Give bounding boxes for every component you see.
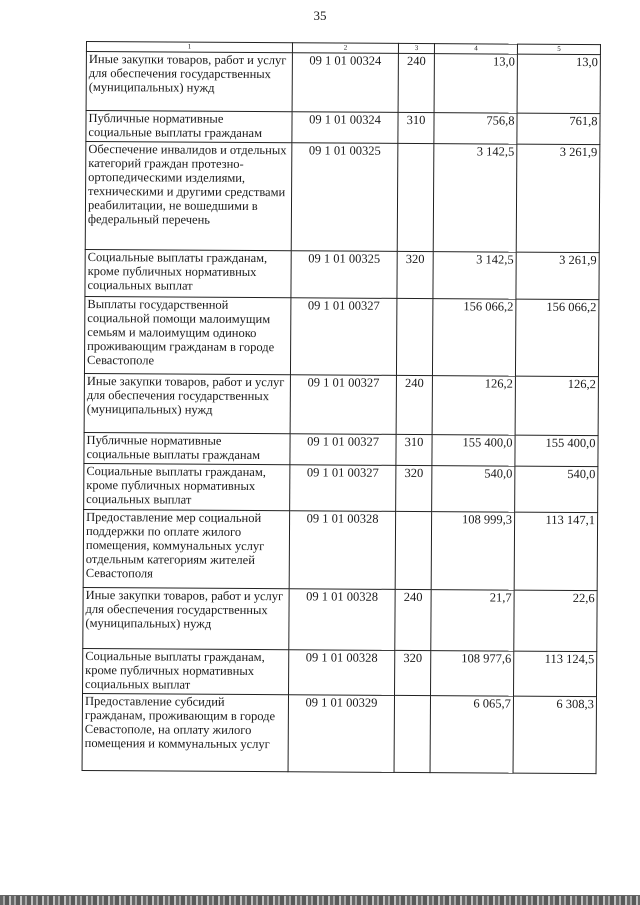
- row-sum-col4: 156 066,2: [432, 299, 515, 377]
- row-sum-col5: 6 308,3: [513, 696, 596, 774]
- budget-table: [82, 41, 601, 774]
- row-sum-col5: 113 124,5: [514, 651, 597, 697]
- row-name: Социальные выплаты гражданам, кроме публичных нормативных социальных выплат: [84, 463, 290, 510]
- row-sum-col4: 6 065,7: [430, 696, 513, 774]
- row-name: Предоставление мер социальной поддержки по оплате жилого помещения, коммунальных услуг отдельным категориям жителей Севастополя: [83, 509, 289, 588]
- row-name: Социальные выплаты гражданам, кроме публичных нормативных социальных выплат: [83, 648, 289, 694]
- row-sum-col5: 156 066,2: [515, 299, 598, 377]
- row-name: Иные закупки товаров, работ и услуг для обеспечения государственных (муниципальных) нужд: [86, 52, 292, 112]
- row-code: 09 1 01 00325: [291, 143, 398, 252]
- row-expense-type: 240: [398, 53, 434, 112]
- row-sum-col4: 3 142,5: [433, 252, 516, 300]
- table-row: [86, 52, 600, 114]
- row-sum-col4: 21,7: [431, 590, 514, 652]
- row-sum-col5: 540,0: [515, 466, 598, 513]
- table-row: [85, 142, 600, 253]
- row-sum-col5: 13,0: [517, 54, 600, 114]
- table-row: [83, 509, 597, 590]
- table-row: [84, 373, 598, 435]
- header-col-5: 5: [517, 44, 600, 55]
- row-name: Публичные нормативные социальные выплаты гражданам: [86, 111, 292, 143]
- row-expense-type: [394, 695, 430, 772]
- row-sum-col5: 3 261,9: [516, 144, 600, 253]
- table-row: [84, 463, 598, 512]
- row-name: Иные закупки товаров, работ и услуг для обеспечения государственных (муниципальных) нужд: [84, 373, 290, 433]
- row-sum-col5: 22,6: [514, 590, 597, 652]
- row-sum-col4: 540,0: [432, 466, 515, 513]
- row-expense-type: 320: [397, 251, 433, 298]
- row-sum-col4: 3 142,5: [433, 144, 517, 253]
- header-col-4: 4: [434, 44, 517, 55]
- row-expense-type: 240: [396, 375, 432, 434]
- row-expense-type: 310: [398, 112, 434, 143]
- row-code: 09 1 01 00325: [291, 251, 397, 299]
- row-sum-col4: 108 999,3: [431, 512, 514, 591]
- row-expense-type: 240: [395, 589, 431, 650]
- row-code: 09 1 01 00327: [290, 465, 396, 512]
- row-sum-col5: 126,2: [515, 376, 598, 436]
- row-expense-type: [397, 143, 434, 251]
- row-sum-col4: 108 977,6: [431, 651, 514, 697]
- table-row: [86, 111, 600, 145]
- row-code: 09 1 01 00327: [290, 375, 396, 435]
- row-sum-col5: 3 261,9: [516, 252, 599, 300]
- row-sum-col4: 126,2: [432, 376, 515, 436]
- row-code: 09 1 01 00327: [290, 434, 396, 466]
- row-name: Иные закупки товаров, работ и услуг для обеспечения государственных (муниципальных) нужд: [83, 587, 289, 649]
- row-code: 09 1 01 00328: [289, 650, 395, 696]
- row-code: 09 1 01 00328: [289, 589, 395, 651]
- table-row: [84, 432, 598, 466]
- row-expense-type: 320: [395, 650, 431, 695]
- row-name: Предоставление субсидий гражданам, проживающим в городе Севастополе, на оплату жилого помещения и коммунальных услуг: [82, 693, 288, 771]
- row-expense-type: 320: [396, 465, 432, 511]
- row-sum-col5: 155 400,0: [515, 435, 598, 467]
- table-row: [85, 249, 599, 299]
- row-name: Выплаты государственной социальной помощи малоимущим семьям и малоимущим одиноко проживающим гражданам в городе Севастополе: [84, 296, 290, 374]
- row-expense-type: [396, 298, 432, 375]
- row-code: 09 1 01 00324: [292, 53, 398, 113]
- header-col-1: 1: [86, 42, 292, 53]
- row-code: 09 1 01 00328: [289, 511, 395, 590]
- row-sum-col4: 155 400,0: [432, 435, 515, 467]
- table-row: [83, 587, 597, 651]
- row-sum-col4: 756,8: [434, 113, 517, 145]
- table-body: [82, 52, 600, 774]
- page-number: 35: [313, 8, 327, 23]
- row-code: 09 1 01 00329: [288, 695, 394, 773]
- header-col-2: 2: [292, 43, 398, 54]
- table-row: [83, 648, 597, 696]
- row-expense-type: [395, 511, 431, 589]
- row-code: 09 1 01 00324: [292, 112, 398, 144]
- row-name: Публичные нормативные социальные выплаты гражданам: [84, 432, 290, 464]
- row-sum-col5: 113 147,1: [514, 512, 597, 591]
- header-col-3: 3: [398, 43, 434, 53]
- row-name: Социальные выплаты гражданам, кроме публичных нормативных социальных выплат: [85, 249, 291, 297]
- scan-bottom-edge: [0, 896, 640, 905]
- row-expense-type: 310: [396, 434, 432, 465]
- row-sum-col5: 761,8: [517, 113, 600, 145]
- row-sum-col4: 13,0: [434, 54, 517, 114]
- table-row: [82, 693, 596, 773]
- table-row: [84, 296, 598, 376]
- row-code: 09 1 01 00327: [290, 298, 396, 376]
- row-name: Обеспечение инвалидов и отдельных категорий граждан протезно-ортопедическими изделиями, техническими и другими средствами реабилитации, не вошедшими в федеральный перечень: [85, 142, 292, 251]
